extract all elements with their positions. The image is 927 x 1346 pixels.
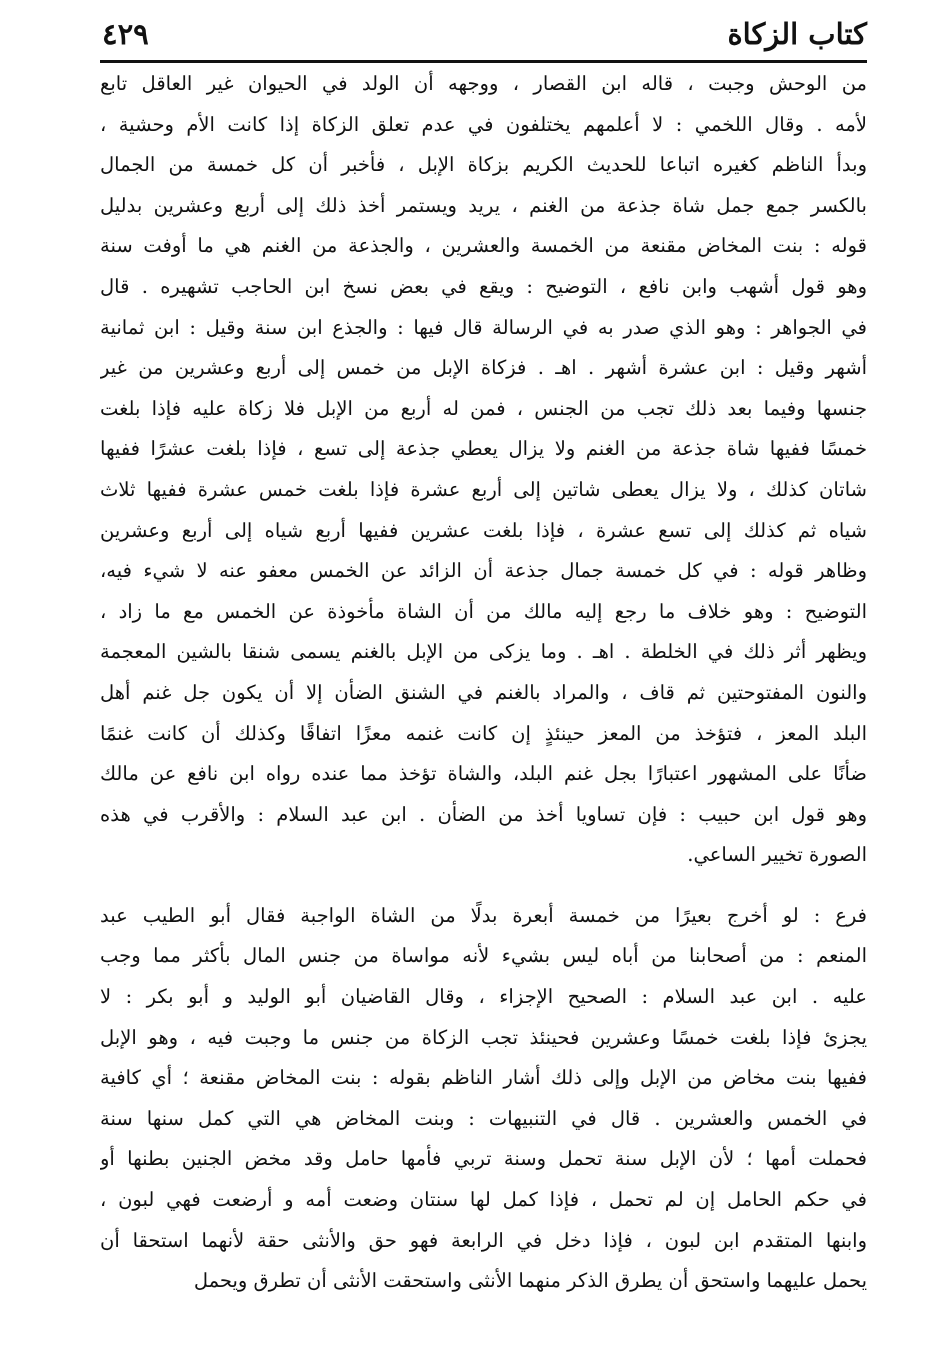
text-line: فحملت أمها ؛ لأن الإبل سنة تحمل وسنة تربي فأمها حامل وقد مخض الجنين بطنها أو xyxy=(100,1147,867,1171)
paragraph xyxy=(100,896,867,1302)
text-line: من الوحش وجبت ، قاله ابن القصار ، ووجهه أن الولد في الحيوان غير العاقل تابع xyxy=(100,72,867,95)
page-body xyxy=(100,64,867,1302)
text-line: في الجواهر : وهو الذي صدر به في الرسالة قال فيها : والجذع ابن سنة وقيل : ابن ثمانية xyxy=(100,315,867,339)
text-line: التوضيح : وهو خلاف ما رجع إليه مالك من أن الشاة مأخوذة عن الخمس مع ما زاد ، xyxy=(100,599,867,623)
chapter-title: كتاب الزكاة xyxy=(727,17,867,51)
header-divider xyxy=(100,60,867,63)
text-line: فرع : لو أخرج بعيرًا من خمسة أبعرة بدلًا من الشاة الواجبة فقال أبو الطيب عبد xyxy=(100,903,867,927)
paragraph-gap xyxy=(100,876,867,896)
text-line: يجزئ فإذا بلغت خمسًا وعشرين فحينئذ تجب الزكاة من جنس ما وجبت فيه ، وهو الإبل xyxy=(100,1025,867,1049)
text-line: شياه ثم كذلك إلى تسع عشرة ، فإذا بلغت عشرين ففيها أربع شياه إلى أربع وعشرين xyxy=(100,518,867,542)
text-line: في الخمس والعشرين . قال في التنبيهات : وبنت المخاض هي التي كمل سنها سنة xyxy=(100,1106,867,1130)
text-line: شاتان كذلك ، ولا يزال يعطى شاتين إلى أربع عشرة فإذا بلغت خمس عشرة ففيها ثلاث xyxy=(100,477,867,501)
text-line: قوله : بنت المخاض مقنعة من الخمسة والعشرين ، والجذعة من الغنم هي ما أوفت سنة xyxy=(100,234,867,258)
text-line: وهو قول أشهب وابن نافع ، التوضيح : ويقع في بعض نسخ ابن الحاجب تشهيره . قال xyxy=(100,274,867,298)
text-line: يحمل عليهما واستحق أن يطرق الذكر منهما الأنثى واستحقت الأنثى أن تطرق ويحمل xyxy=(193,1269,867,1293)
page-number: ٤٢٩ xyxy=(102,17,149,51)
running-header xyxy=(100,14,867,60)
text-line: ففيها بنت مخاض من الإبل وإلى ذلك أشار الناظم بقوله : بنت المخاض مقنعة ؛ أي كافية xyxy=(100,1066,867,1090)
paragraph xyxy=(100,64,867,876)
text-line: وظاهر قوله : في كل خمسة جمال جذعة أن الزائد عن الخمس معفو عنه لا شيء فيه، xyxy=(100,559,867,583)
text-line: ويظهر أثر ذلك في الخلطة . اهـ . وما يزكى من الإبل بالغنم يسمى شنقا بالشين المعجمة xyxy=(100,640,867,664)
text-line: وهو قول ابن حبيب : فإن تساويا أخذ من الضأن . ابن عبد السلام : والأقرب في هذه xyxy=(100,802,867,826)
text-line: عليه . ابن عبد السلام : الصحيح الإجزاء ، وقال القاضيان أبو الوليد و أبو بكر : لا xyxy=(100,985,867,1009)
text-line: أشهر وقيل : ابن عشرة أشهر . اهـ . فزكاة الإبل من خمس إلى أربع وعشرين من غير xyxy=(100,356,867,380)
text-line: المنعم : من أصحابنا من أباه ليس بشيء لأنه مواساة من جنس المال بأكثر مما وجب xyxy=(100,944,867,968)
text-line: وبدأ الناظم كغيره اتباعا للحديث الكريم بزكاة الإبل ، فأخبر أن كل خمسة من الجمال xyxy=(100,153,867,177)
text-line: البلد المعز ، فتؤخذ من المعز حينئذٍ إن كانت غنمه معزًا اتفاقًا وكذلك أن كانت غنمًا xyxy=(100,721,867,745)
text-line: خمسًا ففيها شاة جذعة من الغنم ولا يزال يعطي جذعة إلى تسع ، فإذا بلغت عشرًا ففيها xyxy=(100,437,867,461)
text-line: وابنها المتقدم ابن لبون ، فإذا دخل في الرابعة فهو حق والأنثى حقة لأنهما استحقا أن xyxy=(100,1228,867,1252)
text-line: لأمه . وقال اللخمي : لا أعلمهم يختلفون في عدم تعلق الزكاة إذا كانت الأم وحشية ، xyxy=(100,112,867,136)
text-line: الصورة تخيير الساعي. xyxy=(687,843,867,867)
text-line: في حكم الحامل إن لم تحمل ، فإذا كمل لها سنتان وضعت أمه و أرضعت فهي لبون ، xyxy=(100,1188,867,1212)
text-line: جنسها وفيما بعد ذلك تجب من الجنس ، فمن له أربع من الإبل فلا زكاة عليه فإذا بلغت xyxy=(100,396,867,420)
text-line: والنون المفتوحتين ثم قاف ، والمراد بالغنم في الشنق الضأن إلا أن يكون جل غنم أهل xyxy=(100,680,867,704)
text-line: بالكسر جمع جمل شاة جذعة من الغنم ، يريد ويستمر أخذ ذلك إلى أربع وعشرين بدليل xyxy=(100,193,867,217)
text-line: ضأنًا على المشهور اعتبارًا بجل غنم البلد، والشاة تؤخذ مما عنده رواه ابن نافع عن مالك xyxy=(100,762,867,786)
